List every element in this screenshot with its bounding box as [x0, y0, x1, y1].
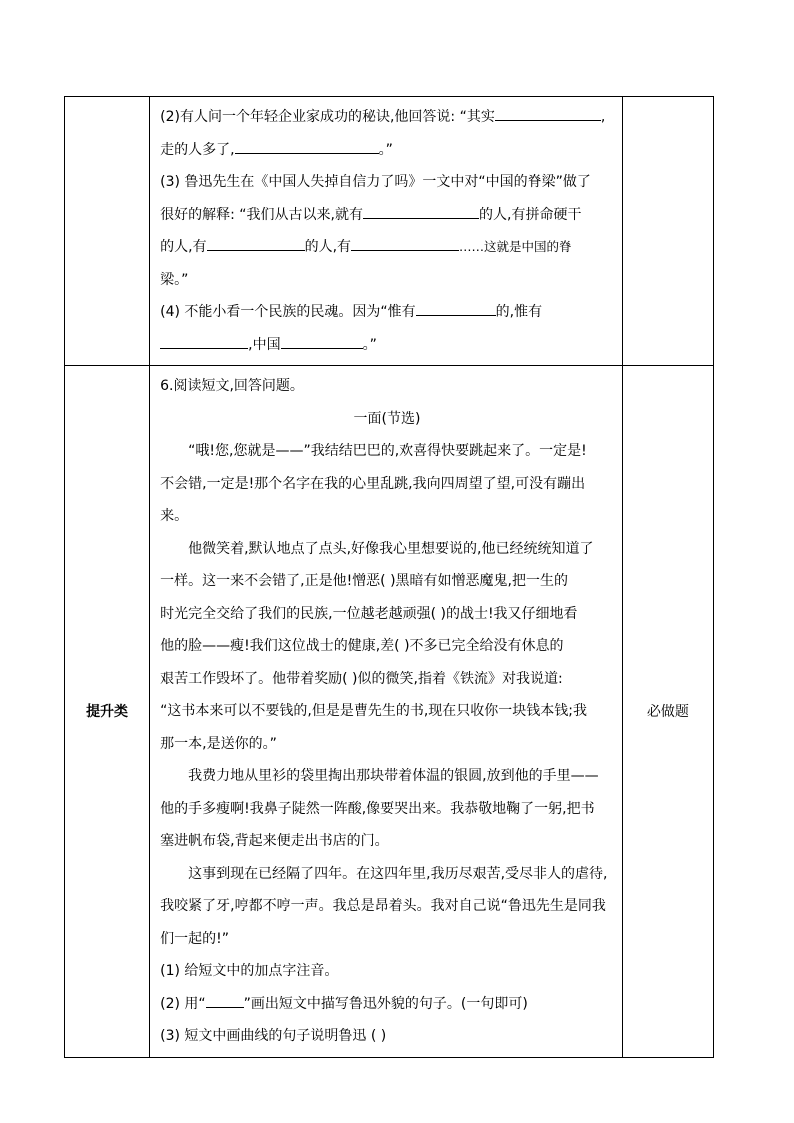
sub-question-1: (1) 给短文中的加点字注音。: [160, 963, 339, 979]
answer-blank[interactable]: [416, 301, 496, 316]
question-3-cont: 梁。”: [160, 271, 189, 288]
question-2: (2)有人问一个年轻企业家成功的秘诀,他回答说: “其实 ,: [160, 101, 614, 134]
question-6: 6.阅读短文,回答问题。: [160, 378, 304, 394]
category-label: 提升类: [65, 366, 150, 1058]
passage-paragraph: 艰苦工作毁坏了。他带着奖励( )似的微笑,指着《铁流》对我说道:: [160, 670, 563, 687]
question-4: (4) 不能小看一个民族的民魂。因为“惟有 的,惟有: [160, 296, 614, 329]
passage-paragraph: 时光完全交给了我们的民族,一位越老越顽强( )的战士!我又仔细地看: [160, 605, 578, 622]
passage-paragraph: 塞进帆布袋,背起来便走出书店的门。: [160, 833, 389, 849]
questions-cell: [150, 97, 623, 366]
question-3: (3) 鲁迅先生在《中国人失掉自信力了吗》一文中对“中国的脊梁”做了: [160, 174, 591, 190]
sub-question-3: (3) 短文中画曲线的句子说明鲁迅 ( ): [160, 1028, 387, 1044]
passage-paragraph: 我费力地从里衫的袋里掏出那块带着体温的银圆,放到他的手里——: [188, 768, 599, 784]
answer-blank[interactable]: [281, 334, 363, 349]
note-cell-empty: [622, 97, 713, 366]
sub-question-2: (2) 用“ ”画出短文中描写鲁迅外貌的句子。(一句即可): [160, 995, 528, 1012]
question-4-cont: ,中国 。”: [160, 329, 614, 362]
table-row: [65, 97, 714, 366]
answer-blank[interactable]: [363, 204, 479, 219]
passage-paragraph: “这书本来可以不要钱的,但是是曹先生的书,现在只收你一块钱本钱;我: [160, 703, 587, 719]
passage-title: 一面(节选): [353, 410, 421, 427]
category-cell-empty: [65, 97, 150, 366]
answer-blank[interactable]: [495, 106, 601, 121]
table-row: [65, 366, 714, 1058]
passage-paragraph: 他微笑着,默认地点了点头,好像我心里想要说的,他已经统统知道了: [188, 540, 594, 557]
passage-paragraph: 那一本,是送你的。”: [160, 735, 277, 752]
answer-blank[interactable]: [235, 139, 379, 154]
passage-paragraph: 他的手多瘦啊!我鼻子陡然一阵酸,像要哭出来。我恭敬地鞠了一躬,把书: [160, 800, 595, 817]
answer-blank[interactable]: [160, 334, 248, 349]
passage-paragraph: 一样。这一来不会错了,正是他!憎恶( )黑暗有如憎恶魔鬼,把一生的: [160, 573, 569, 589]
underline-sample: [206, 995, 244, 1008]
passage-paragraph: 们一起的!”: [160, 930, 229, 947]
answer-blank[interactable]: [351, 236, 459, 251]
passage-paragraph: 我咬紧了牙,哼都不哼一声。我总是昂着头。我对自己说“鲁迅先生是同我: [160, 898, 606, 914]
reading-cell: [150, 366, 623, 1058]
passage-paragraph: 不会错,一定是!那个名字在我的心里乱跳,我向四周望了望,可没有蹦出: [160, 475, 586, 492]
passage-paragraph: “哦!您,您就是——”我结结巴巴的,欢喜得快要跳起来了。一定是!: [188, 443, 587, 459]
passage-paragraph: 来。: [160, 508, 189, 524]
answer-blank[interactable]: [207, 236, 305, 251]
question-3-cont: 的人,有 的人,有 ……这就是中国的脊: [160, 231, 614, 264]
passage-paragraph: 这事到现在已经隔了四年。在这四年里,我历尽艰苦,受尽非人的虐待,: [188, 865, 608, 882]
question-3-cont: 很好的解释: “我们从古以来,就有 的人,有拼命硬干: [160, 199, 614, 232]
passage-paragraph: 他的脸——瘦!我们这位战士的健康,差( )不多已完全给没有休息的: [160, 638, 564, 654]
worksheet-table: [64, 96, 714, 1058]
question-2-cont: 走的人多了, 。”: [160, 134, 614, 167]
requirement-note: 必做题: [622, 366, 713, 1058]
